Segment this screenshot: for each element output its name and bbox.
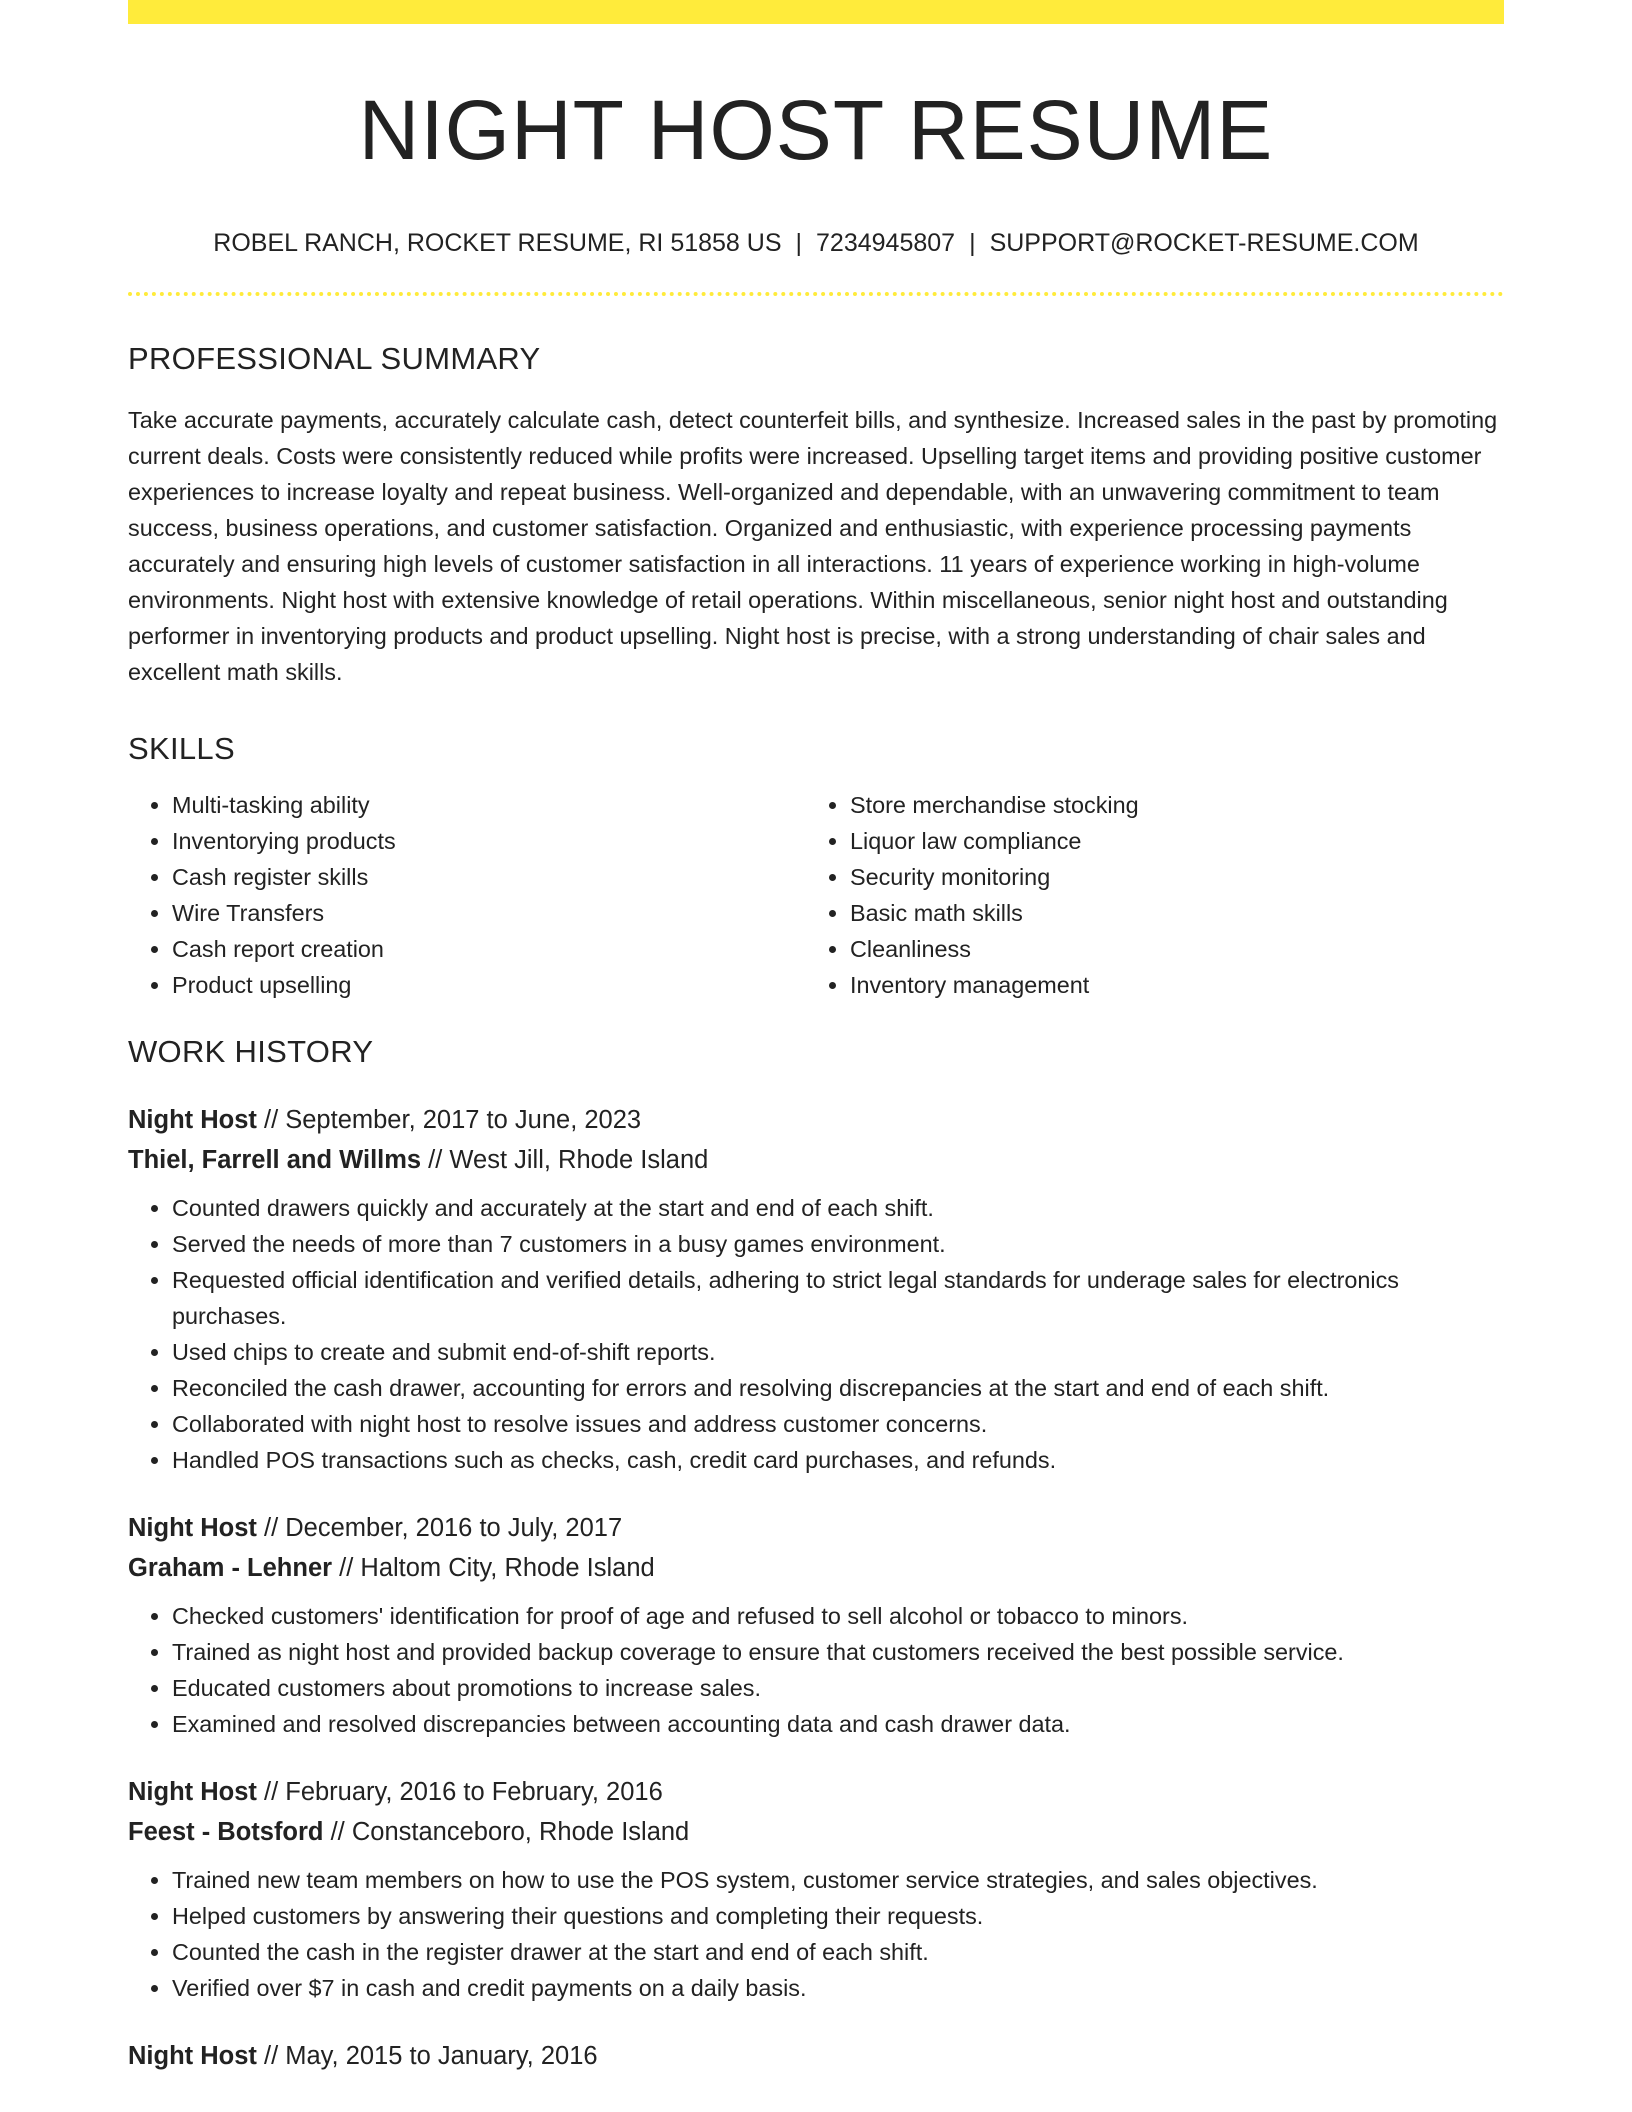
job-bullet: • Requested official identification and verified details, adhering to strict legal standards for underage sales for electronics purchases. [172, 1262, 1504, 1334]
job-company: Graham - Lehner [128, 1553, 333, 1582]
job-bullets [128, 1862, 1504, 2006]
skill-item: • Cleanliness [850, 931, 1484, 967]
skill-item: • Wire Transfers [172, 895, 806, 931]
job-bullet: • Counted the cash in the register drawer at the start and end of each shift. [172, 1934, 1504, 1970]
contact-address: ROBEL RANCH, ROCKET RESUME, RI 51858 US [213, 229, 782, 258]
skill-item: • Security monitoring [850, 859, 1484, 895]
skill-item: • Liquor law compliance [850, 823, 1484, 859]
job-bullet: • Counted drawers quickly and accurately at the start and end of each shift. [172, 1190, 1504, 1226]
skill-item: • Inventorying products [172, 823, 806, 859]
job-bullet: • Served the needs of more than 7 customers in a busy games environment. [172, 1226, 1504, 1262]
job-entry [128, 1100, 1504, 1478]
job-role-line [128, 1100, 1504, 1140]
contact-line [128, 228, 1504, 258]
job-role-line [128, 1772, 1504, 1812]
job-role: Night Host [128, 1777, 257, 1806]
skills-list-left [128, 787, 806, 1003]
job-bullets [128, 1598, 1504, 1742]
job-role: Night Host [128, 2041, 257, 2070]
job-bullet: • Trained as night host and provided backup coverage to ensure that customers received the best possible service. [172, 1634, 1504, 1670]
skill-item: • Store merchandise stocking [850, 787, 1484, 823]
job-bullet: • Collaborated with night host to resolve issues and address customer concerns. [172, 1406, 1504, 1442]
accent-top-bar [128, 0, 1504, 24]
job-bullet: • Educated customers about promotions to increase sales. [172, 1670, 1504, 1706]
contact-separator: | [795, 229, 803, 258]
summary-heading: PROFESSIONAL SUMMARY [128, 341, 541, 377]
job-role-line [128, 1508, 1504, 1548]
job-bullet: • Examined and resolved discrepancies between accounting data and cash drawer data. [172, 1706, 1504, 1742]
job-location: // West Jill, Rhode Island [421, 1145, 709, 1174]
summary-text: Take accurate payments, accurately calculate cash, detect counterfeit bills, and synthesize. Increased sales in the past by promoting current deals. Costs were consistently reduced while profits were increased. Upselling target items and providing positive customer experiences to increase loyalty and repeat business. Well-organized and dependable, with an unwavering commitment to team success, business operations, and customer satisfaction. Organized and enthusiastic, with experience processing payments accurately and ensuring high levels of customer satisfaction in all interactions. 11 years of experience working in high-volume environments. Night host with extensive knowledge of retail operations. Within miscellaneous, senior night host and outstanding performer in inventorying products and product upselling. Night host is precise, with a strong understanding of chair sales and excellent math skills. [128, 406, 1498, 685]
job-company: Thiel, Farrell and Willms [128, 1145, 422, 1174]
job-bullet: • Helped customers by answering their questions and completing their requests. [172, 1898, 1504, 1934]
dotted-divider [128, 292, 1504, 296]
job-company-line [128, 1140, 1504, 1180]
skills-list-right [806, 787, 1484, 1003]
skill-item: • Basic math skills [850, 895, 1484, 931]
contact-phone: 7234945807 [816, 229, 956, 258]
job-entry [128, 2036, 1504, 2076]
work-history-heading: WORK HISTORY [128, 1033, 374, 1069]
skill-item: • Cash report creation [172, 931, 806, 967]
contact-email: SUPPORT@ROCKET-RESUME.COM [989, 229, 1419, 258]
job-dates: // May, 2015 to January, 2016 [256, 2041, 598, 2070]
job-bullets [128, 1190, 1504, 1478]
resume-page [128, 0, 1504, 2076]
skills-grid [128, 787, 1504, 1003]
resume-title: NIGHT HOST RESUME [358, 83, 1274, 177]
job-location: // Constanceboro, Rhode Island [323, 1817, 690, 1846]
job-entry [128, 1772, 1504, 2006]
job-role-line [128, 2036, 1504, 2076]
job-dates: // September, 2017 to June, 2023 [256, 1105, 642, 1134]
job-bullet: • Trained new team members on how to use the POS system, customer service strategies, and sales objectives. [172, 1862, 1504, 1898]
skill-item: • Cash register skills [172, 859, 806, 895]
job-location: // Haltom City, Rhode Island [332, 1553, 655, 1582]
job-bullet: • Used chips to create and submit end-of-shift reports. [172, 1334, 1504, 1370]
job-bullet: • Handled POS transactions such as checks, cash, credit card purchases, and refunds. [172, 1442, 1504, 1478]
job-role: Night Host [128, 1513, 257, 1542]
job-role: Night Host [128, 1105, 257, 1134]
job-company-line [128, 1812, 1504, 1852]
job-dates: // February, 2016 to February, 2016 [256, 1777, 663, 1806]
job-entry [128, 1508, 1504, 1742]
job-dates: // December, 2016 to July, 2017 [256, 1513, 623, 1542]
job-company: Feest - Botsford [128, 1817, 324, 1846]
skill-item: • Multi-tasking ability [172, 787, 806, 823]
job-bullet: • Reconciled the cash drawer, accounting for errors and resolving discrepancies at the start and end of each shift. [172, 1370, 1504, 1406]
job-bullet: • Verified over $7 in cash and credit payments on a daily basis. [172, 1970, 1504, 2006]
job-bullet: • Checked customers' identification for proof of age and refused to sell alcohol or tobacco to minors. [172, 1598, 1504, 1634]
skill-item: • Product upselling [172, 967, 806, 1003]
skill-item: • Inventory management [850, 967, 1484, 1003]
contact-separator: | [969, 229, 976, 258]
job-company-line [128, 1548, 1504, 1588]
skills-heading: SKILLS [128, 730, 235, 766]
